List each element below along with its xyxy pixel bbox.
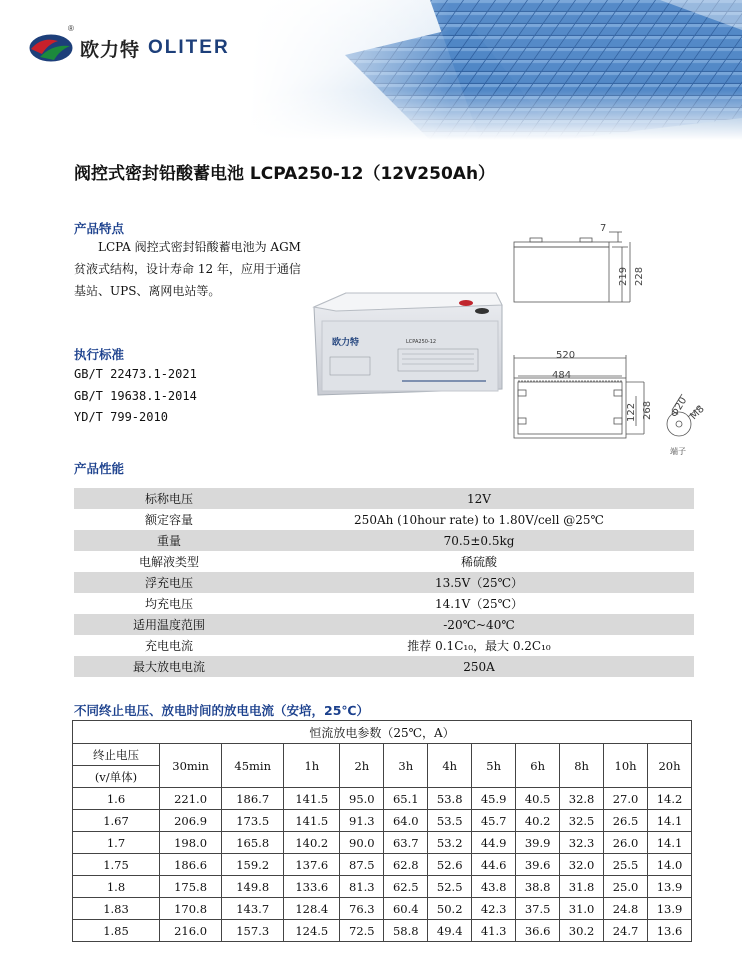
current-cell: 41.3 [472,920,516,942]
current-cell: 45.9 [472,788,516,810]
dimension-drawing [500,218,742,458]
current-cell: 31.8 [560,876,604,898]
current-cell: 45.7 [472,810,516,832]
standard-item: GB/T 19638.1-2014 [74,389,197,403]
end-voltage-cell: 1.67 [73,810,160,832]
current-cell: 81.3 [340,876,384,898]
current-cell: 221.0 [160,788,222,810]
discharge-body [73,788,692,942]
current-cell: 143.7 [222,898,284,920]
page-header [0,0,742,140]
current-cell: 173.5 [222,810,284,832]
current-cell: 72.5 [340,920,384,942]
current-cell: 62.8 [384,854,428,876]
current-cell: 52.5 [428,876,472,898]
dim-228: 228 [634,266,645,286]
dim-122: 122 [626,402,637,422]
row-header-unit: (v/单体) [73,766,160,788]
discharge-group-header: 恒流放电参数（25℃，A） [73,721,692,744]
table-row [73,744,692,766]
dim-268: 268 [642,400,653,420]
current-cell: 32.8 [560,788,604,810]
current-cell: 141.5 [284,788,340,810]
current-cell: 60.4 [384,898,428,920]
current-cell: 39.6 [516,854,560,876]
column-header: 3h [384,744,428,788]
perf-value: 稀硫酸 [460,555,497,569]
end-voltage-cell: 1.85 [73,920,160,942]
brand-name-cn: 欧力特 [80,38,141,61]
current-cell: 52.6 [428,854,472,876]
dim-520: 520 [556,350,576,361]
table-row [74,635,694,656]
dim-484: 484 [552,370,572,381]
perf-label: 充电电流 [144,639,193,653]
table-row [73,832,692,854]
end-voltage-cell: 1.8 [73,876,160,898]
perf-label: 浮充电压 [144,576,193,590]
current-cell: 76.3 [340,898,384,920]
current-cell: 14.1 [648,832,692,854]
current-cell: 186.7 [222,788,284,810]
perf-value: 13.5V（25℃） [434,576,524,590]
perf-value: 12V [467,491,491,506]
perf-label: 标称电压 [144,492,193,506]
current-cell: 25.0 [604,876,648,898]
battery-label-model: LCPA250-12 [406,339,437,345]
table-row [73,898,692,920]
table-row [74,572,694,593]
end-voltage-cell: 1.75 [73,854,160,876]
current-cell: 38.8 [516,876,560,898]
current-cell: 39.9 [516,832,560,854]
table-row [73,876,692,898]
current-cell: 13.6 [648,920,692,942]
perf-label: 均充电压 [144,597,193,611]
table-row [74,656,694,677]
brand-name-en: OLITER [148,37,230,58]
performance-table [74,488,694,677]
perf-label: 最大放电电流 [132,660,205,674]
current-cell: 206.9 [160,810,222,832]
current-cell: 30.2 [560,920,604,942]
table-row [74,530,694,551]
current-cell: 63.7 [384,832,428,854]
current-cell: 159.2 [222,854,284,876]
current-cell: 128.4 [284,898,340,920]
current-cell: 14.2 [648,788,692,810]
current-cell: 25.5 [604,854,648,876]
perf-label: 重量 [156,534,181,548]
table-row [74,509,694,530]
perf-label: 适用温度范围 [132,618,205,632]
current-cell: 216.0 [160,920,222,942]
current-cell: 133.6 [284,876,340,898]
current-cell: 157.3 [222,920,284,942]
performance-heading: 产品性能 [74,461,125,476]
current-cell: 64.0 [384,810,428,832]
current-cell: 141.5 [284,810,340,832]
current-cell: 36.6 [516,920,560,942]
column-header: 45min [222,744,284,788]
dim-d20: Ф20 [669,395,690,420]
column-header: 1h [284,744,340,788]
current-cell: 95.0 [340,788,384,810]
current-cell: 186.6 [160,854,222,876]
terminal-label: 端子 [670,447,686,456]
table-row [74,593,694,614]
perf-label: 额定容量 [144,513,193,527]
standards-heading: 执行标准 [74,347,125,362]
current-cell: 26.0 [604,832,648,854]
current-cell: 140.2 [284,832,340,854]
current-cell: 27.0 [604,788,648,810]
features-heading: 产品特点 [74,221,125,236]
current-cell: 32.3 [560,832,604,854]
current-cell: 50.2 [428,898,472,920]
current-cell: 53.5 [428,810,472,832]
current-cell: 31.0 [560,898,604,920]
current-cell: 90.0 [340,832,384,854]
battery-photo [306,285,506,400]
current-cell: 40.5 [516,788,560,810]
current-cell: 13.9 [648,898,692,920]
end-voltage-cell: 1.83 [73,898,160,920]
current-cell: 32.5 [560,810,604,832]
table-row [74,488,694,509]
table-row [73,920,692,942]
logo-emblem-icon [28,32,74,64]
current-cell: 43.8 [472,876,516,898]
table-row [74,614,694,635]
perf-value: 250A [463,659,495,674]
end-voltage-cell: 1.6 [73,788,160,810]
table-row [73,854,692,876]
discharge-heading: 不同终止电压、放电时间的放电电流（安培，25℃） [74,703,370,718]
row-header-voltage: 终止电压 [73,744,160,766]
brand-logo [28,28,230,68]
perf-label: 电解液类型 [138,555,199,569]
current-cell: 13.9 [648,876,692,898]
column-header: 10h [604,744,648,788]
dim-m8: M8 [688,403,707,423]
features-text [74,236,302,302]
column-header: 5h [472,744,516,788]
current-cell: 149.8 [222,876,284,898]
current-cell: 87.5 [340,854,384,876]
current-cell: 26.5 [604,810,648,832]
perf-value: 250Ah (10hour rate) to 1.80V/cell @25℃ [354,512,604,527]
current-cell: 42.3 [472,898,516,920]
current-cell: 32.0 [560,854,604,876]
dim-7: 7 [600,223,607,234]
current-cell: 40.2 [516,810,560,832]
battery-label-logo: 欧力特 [332,338,360,348]
perf-value: 推荐 0.1C₁₀，最大 0.2C₁₀ [407,639,551,653]
current-cell: 124.5 [284,920,340,942]
current-cell: 170.8 [160,898,222,920]
current-cell: 198.0 [160,832,222,854]
table-row [74,551,694,572]
current-cell: 91.3 [340,810,384,832]
current-cell: 44.9 [472,832,516,854]
standard-item: YD/T 799-2010 [74,410,168,424]
table-row [73,721,692,744]
current-cell: 37.5 [516,898,560,920]
table-row [73,810,692,832]
column-header: 8h [560,744,604,788]
current-cell: 44.6 [472,854,516,876]
perf-value: 70.5±0.5kg [443,533,515,548]
current-cell: 165.8 [222,832,284,854]
current-cell: 53.8 [428,788,472,810]
current-cell: 24.8 [604,898,648,920]
column-header: 2h [340,744,384,788]
page-title: 阀控式密封铅酸蓄电池 LCPA250-12（12V250Ah） [74,164,496,184]
column-header: 30min [160,744,222,788]
header-fade [0,90,742,140]
discharge-table [72,720,692,942]
standard-item: GB/T 22473.1-2021 [74,367,197,381]
current-cell: 175.8 [160,876,222,898]
column-header: 6h [516,744,560,788]
column-header: 20h [648,744,692,788]
registered-mark: ® [68,24,74,33]
features-paragraph: LCPA 阀控式密封铅酸蓄电池为 AGM 贫液式结构，设计寿命 12 年，应用于通信基站、UPS、离网电站等。 [74,240,301,298]
current-cell: 137.6 [284,854,340,876]
current-cell: 49.4 [428,920,472,942]
current-cell: 65.1 [384,788,428,810]
current-cell: 14.1 [648,810,692,832]
end-voltage-cell: 1.7 [73,832,160,854]
current-cell: 53.2 [428,832,472,854]
perf-value: -20℃~40℃ [443,617,515,632]
current-cell: 14.0 [648,854,692,876]
current-cell: 62.5 [384,876,428,898]
current-cell: 58.8 [384,920,428,942]
current-cell: 24.7 [604,920,648,942]
column-header: 4h [428,744,472,788]
table-row [73,788,692,810]
dim-219: 219 [618,266,629,286]
perf-value: 14.1V（25℃） [434,597,524,611]
